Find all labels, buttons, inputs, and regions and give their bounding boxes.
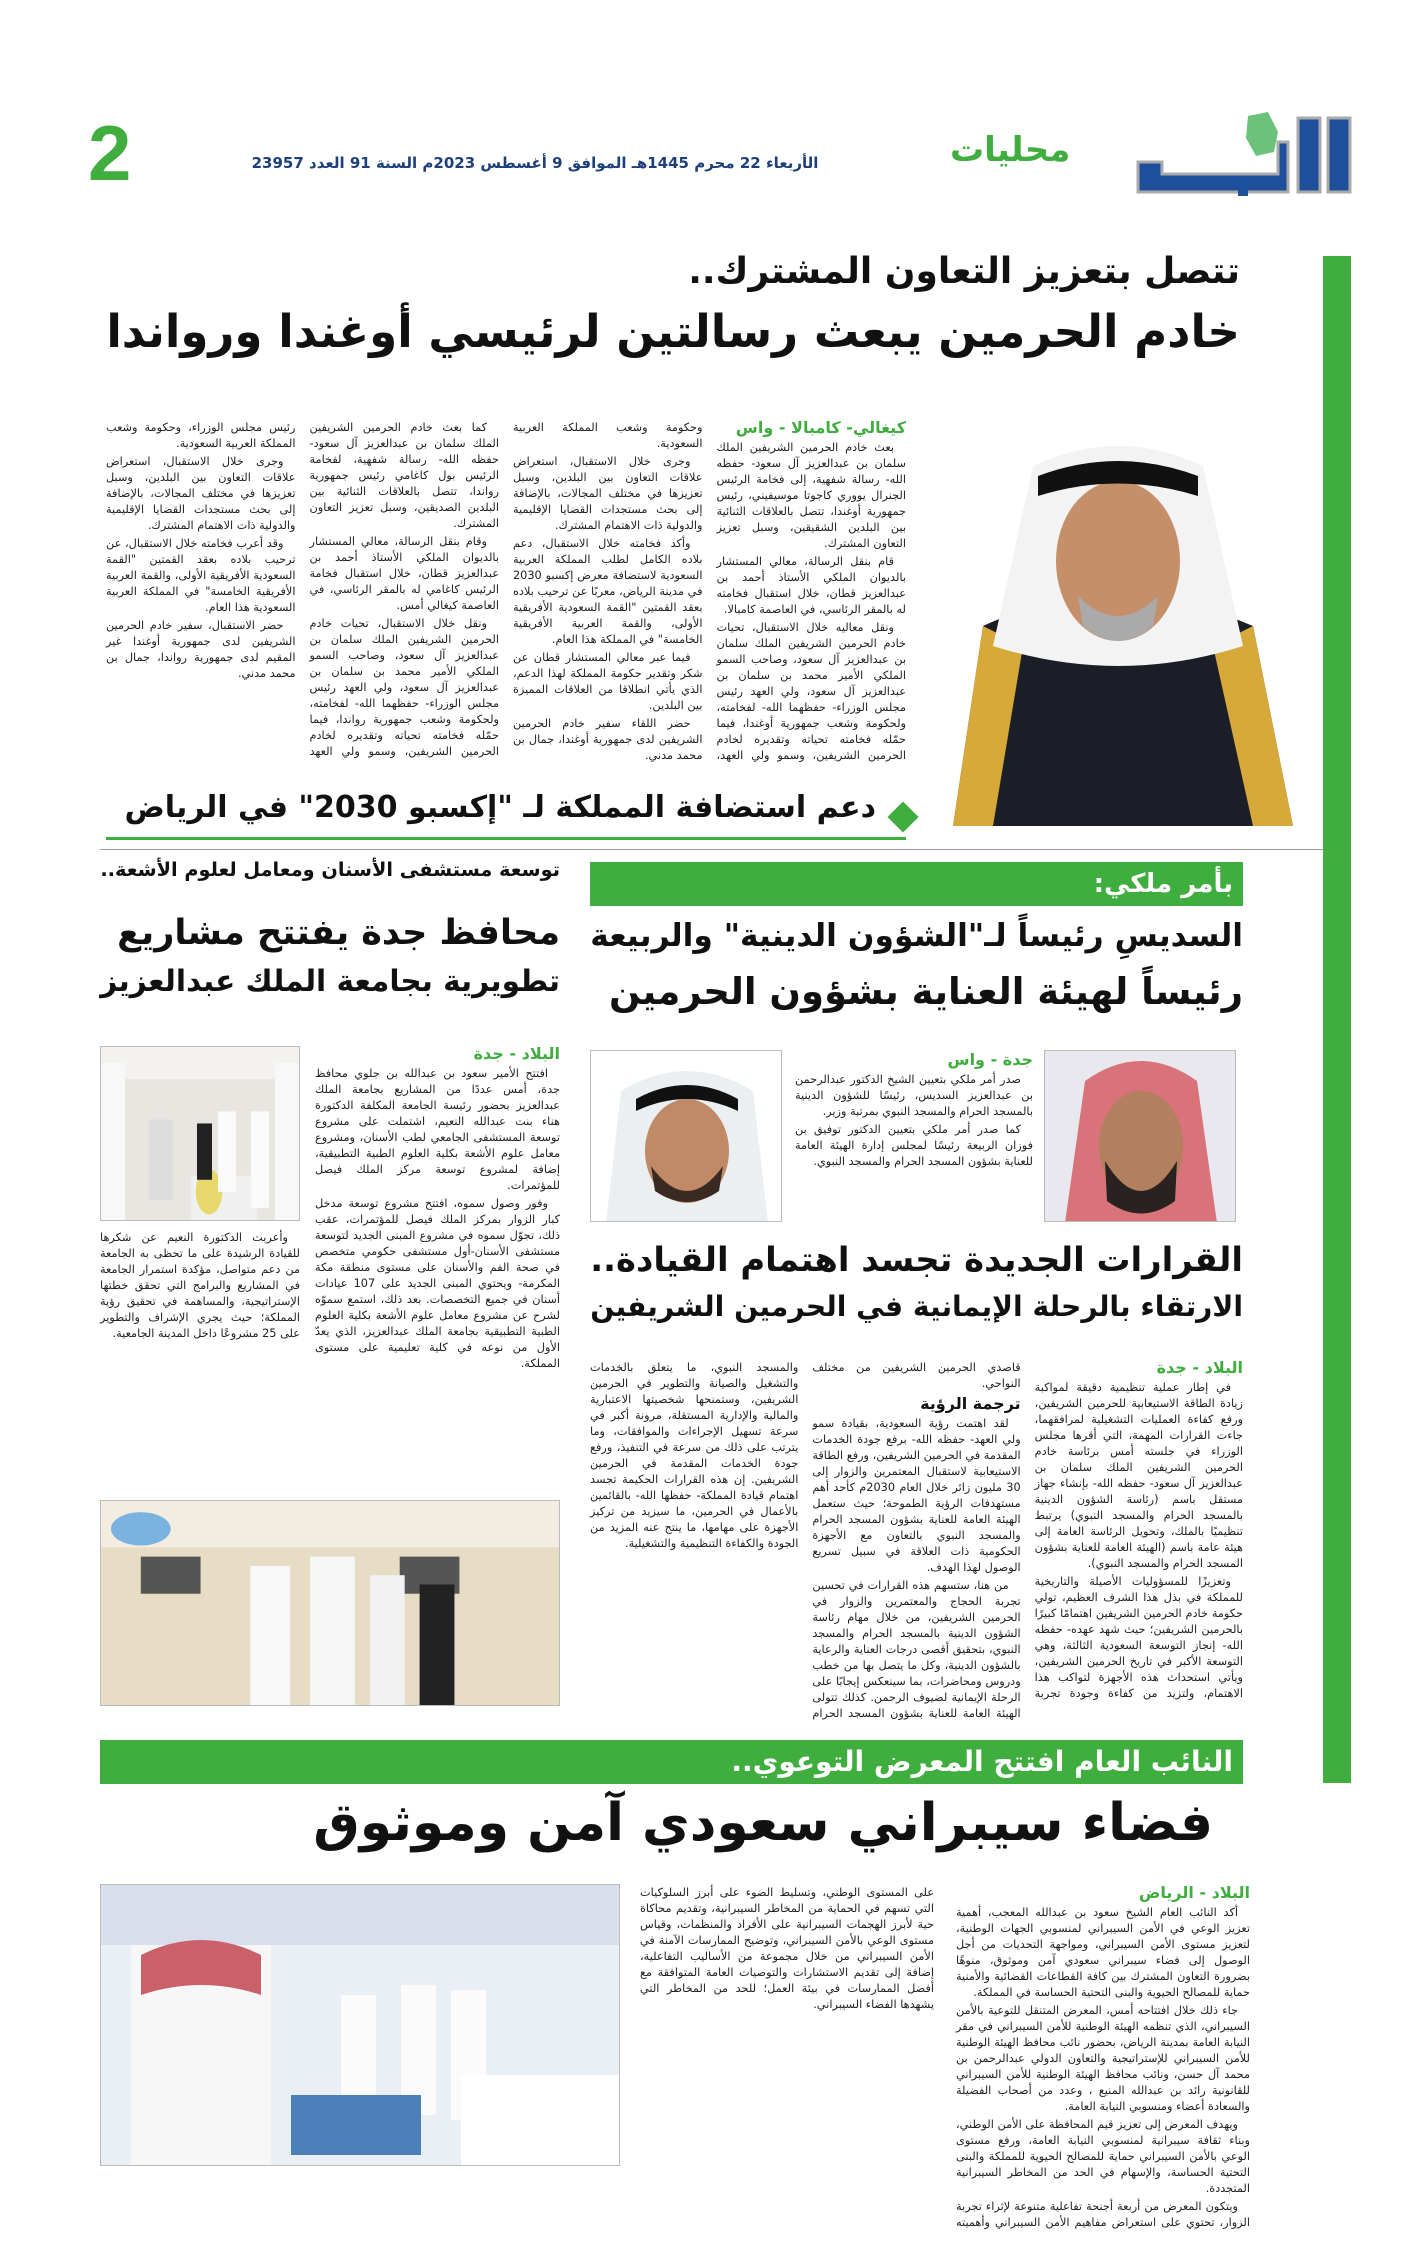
a4-paragraphs bbox=[100, 1230, 300, 1342]
a1-paragraph: وجرى خلال الاستقبال، استعراض علاقات التعاون بين البلدين، وسبل تعزيزها في مختلف المجالات، بالإضافة إلى بحث مستجدات القضايا الإقليمية والدولية ذات الاهتمام المشترك. bbox=[106, 455, 296, 532]
a1-paragraph: ونقل معاليه خلال الاستقبال، تحيات خادم الحرمين الشريفين الملك سلمان بن عبدالعزيز آل سعود، وصاحب السمو الملكي الأمير محمد بن سلمان بن عبدالعزيز آل سعود، ولي العهد رئيس مجلس الوزراء- حفظهما الله- لفخامته، ولحكومة وشعب جمهورية أوغندا، فيما حمّله فخامته تحياته وتقديره لخادم الحرمين الشريفين، وسمو ولي العهد، وحكومة وشعب المملكة العربية السعودية. bbox=[513, 421, 906, 762]
section-title: محليات bbox=[950, 130, 1071, 170]
a5-dateline: البلاد - الرياض bbox=[1138, 1883, 1250, 1902]
a1-kicker: تتصل بتعزيز التعاون المشترك.. bbox=[688, 251, 1240, 292]
a5-bar: النائب العام افتتح المعرض التوعوي.. bbox=[100, 1740, 1243, 1784]
newspaper-logo bbox=[1128, 112, 1363, 202]
a3-headline: الارتقاء بالرحلة الإيمانية في الحرمين الشريفين bbox=[590, 1290, 1243, 1323]
a2-headline-1: السديسِ رئيساً لـ"الشؤون الدينية" والربيعة bbox=[590, 918, 1243, 954]
a1-paragraph: حضر اللقاء سفير خادم الحرمين الشريفين لدى جمهورية أوغندا، جمال بن محمد مدني. bbox=[513, 717, 703, 762]
a2-paragraph: صدر أمر ملكي بتعيين الشيخ الدكتور عبدالرحمن بن عبدالعزيز السديس، رئيسًا للشؤون الدينية بالمسجد الحرام والمسجد النبوي بمرتبة وزير. bbox=[795, 1073, 1033, 1118]
alrabiah-photo bbox=[590, 1050, 782, 1222]
a4-headline-1: محافظ جدة يفتتح مشاريع bbox=[117, 913, 560, 953]
a4-body-left bbox=[100, 1230, 300, 1490]
a2-bar: بأمر ملكي: bbox=[590, 862, 1243, 906]
issue-date-line: الأربعاء 22 محرم 1445هـ الموافق 9 أغسطس 2023م السنة 91 العدد 23957 bbox=[251, 154, 819, 172]
dental-hospital-photo bbox=[100, 1046, 300, 1221]
a4-body-right bbox=[315, 1046, 560, 1491]
a3-paragraphs bbox=[590, 1360, 1021, 1730]
a1-paragraph: وقام بنقل الرسالة، معالي المستشار بالديوان الملكي الأستاذ أحمد بن عبدالعزيز قطان، خلال استقبال فخامة الرئيس كاغامي له بالمقر الرئاسي، في العاصمة كيغالي أمس. bbox=[309, 535, 499, 612]
a3-dateline: البلاد - جدة bbox=[1156, 1358, 1243, 1377]
a1-dateline: كيغالي- كامبالا - واس bbox=[735, 418, 906, 437]
a1-paragraph: كما بعث خادم الحرمين الشريفين الملك سلمان بن عبدالعزيز آل سعود- حفظه الله- رسالة شفهية، لفخامة الرئيس بول كاغامي رئيس جمهورية رواندا، تتصل بالعلاقات الثنائية بين البلدين الصديقين، وسبل تعزيز التعاون المشترك. bbox=[309, 421, 499, 530]
a1-paragraph: وقد أعرب فخامته خلال الاستقبال، عن ترحيب بلاده بعقد القمتين "القمة السعودية الأفريقية الأولى، والقمة العربية الأفريقية الخامسة" في المملكة العربية السعودية هذا العام. bbox=[106, 537, 296, 614]
a1-paragraph: قام بنقل الرسالة، معالي المستشار بالديوان الملكي الأستاذ أحمد بن عبدالعزيز قطان، خلال استقبال فخامته له بالمقر الرئاسي، في العاصمة كامبالا. bbox=[716, 555, 906, 616]
a2-headline-2: رئيساً لهيئة العناية بشؤون الحرمين bbox=[608, 970, 1243, 1013]
a1-pullquote-box bbox=[106, 790, 906, 840]
a2-body bbox=[795, 1052, 1033, 1227]
a1-paragraph: وأكد فخامته خلال الاستقبال، دعم بلاده الكامل لطلب المملكة العربية السعودية لاستضافة معرض إكسبو 2030 في مدينة الرياض، معربًا عن ترحيب بلاده بعقد القمتين "القمة السعودية الأفريقية الأولى، والقمة العربية الأفريقية الخامسة" في المملكة هذا العام. bbox=[513, 537, 703, 646]
a5-paragraph: أكد النائب العام الشيخ سعود بن عبدالله المعجب، أهمية تعزيز الوعي في الأمن السيبراني لمنسوبي الجهات الوطنية، لتعزيز مستوى الأمن السيبراني، ومواجهة التحديات من أجل الوصول إلى فضاء سيبراني سعودي آمن وموثوق، منوهًا بضرورة التعاون المشترك بين كافة القطاعات القضائية والأمنية حماية للمصالح الحيوية والبنى التحتية الحساسة في المملكة. bbox=[956, 1906, 1250, 1999]
a4-paragraph: وأعربت الدكتورة النعيم عن شكرها للقيادة الرشيدة على ما تحظى به الجامعة من دعم متواصل، مؤكدة استمرار الجامعة في المشاريع والبرامج التي تحقق خطتها الإستراتيجية، والمساهمة في تحقيق رؤية المملكة؛ حيث يجري الإشراف والتطوير على 25 مشروعًا داخل المدينة الجامعية. bbox=[100, 1231, 300, 1340]
divider bbox=[100, 849, 1323, 850]
a1-pullquote: دعم استضافة المملكة لـ "إكسبو 2030" في الرياض bbox=[124, 790, 876, 825]
a3-paragraph: لقد اهتمت رؤية السعودية، بقيادة سمو ولي العهد- حفظه الله- برفع جودة الخدمات المقدمة في الحرمين الشريفين، ورفع الطاقة الاستيعابية لاستقبال المعتمرين والزوار إلى 30 مليون زائر خلال العام 2030م كأحد أهم مستهدفات الرؤية الطموحة؛ حيث ستعمل الهيئة العامة للعناية بشؤون المسجد الحرام والمسجد النبوي بالتعاون مع الأجهزة الحكومية ذات العلاقة في سبيل تسريع الوصول لهذا الهدف. bbox=[812, 1417, 1021, 1574]
sudais-photo bbox=[1044, 1050, 1236, 1222]
a5-headline: فضاء سيبراني سعودي آمن وموثوق bbox=[313, 1793, 1213, 1853]
a1-paragraph: بعث خادم الحرمين الشريفين الملك سلمان بن عبدالعزيز آل سعود- حفظه الله- رسالة شفهية، إلى فخامة الرئيس الجنرال يووري كاجوتا موسيفيني، رئيس جمهورية أوغندا، تتصل بالعلاقات الثنائية بين البلدين الشقيقين، وسبل تعزيز التعاون المشترك. bbox=[716, 441, 906, 550]
king-salman-photo bbox=[913, 426, 1318, 826]
a1-paragraph: ونقل خلال الاستقبال، تحيات خادم الحرمين الشريفين الملك سلمان بن عبدالعزيز آل سعود، وصاحب السمو الملكي الأمير محمد بن سلمان بن عبدالعزيز آل سعود، ولي العهد رئيس مجلس الوزراء- حفظهما الله- لفخامته، ولحكومة وشعب جمهورية رواندا، فيما حمّله فخامته تحياته وتقديره لخادم الحرمين الشريفين، وسمو ولي العهد رئيس مجلس الوزراء، وحكومة وشعب المملكة العربية السعودية. bbox=[106, 421, 499, 758]
a4-paragraph: وفور وصول سموه، افتتح مشروع توسعة مدخل كبار الزوار بمركز الملك فيصل للمؤتمرات، عقب ذلك، تجوّل سموه في مشروع المبنى الجديد لتوسعة مستشفى الأسنان-أول مستشفى حكومي متخصص في صحة الفم والأسنان على مستوى منطقة مكة المكرمة- ويحتوي المبنى الجديد على 107 عيادات أسنان في جميع التخصصات. بعد ذلك، استمع سموّه لشرح عن مشروع معامل علوم الأشعة بكلية العلوم الطبية التطبيقية بجامعة الملك عبدالعزيز، الذي يعدّ الأول من نوعه في كلية تعليمية على مستوى المملكة. bbox=[315, 1197, 560, 1370]
a3-paragraph: في إطار عملية تنظيمية دقيقة لمواكبة زيادة الطاقة الاستيعابية للحرمين الشريفين، ورفع كفاءة العمليات التشغيلية لمرافقهما، جاءت القرارات المهمة، التي أقرها مجلس الوزراء في جلسته أمس برئاسة خادم الحرمين الشريفين الملك سلمان بن عبدالعزيز آل سعود- حفظه الله- بإنشاء جهاز مستقل باسم (رئاسة الشؤون الدينية بالمسجد الحرام والمسجد النبوي) يرتبط تنظيميًا بالملك، وتحويل الرئاسة العامة إلى هيئة عامة باسم (الهيئة العامة للعناية بشؤون المسجد الحرام والمسجد النبوي). bbox=[1034, 1381, 1243, 1570]
a1-paragraph: وجرى خلال الاستقبال، استعراض علاقات التعاون بين البلدين، وسبل تعزيزها في مختلف المجالات، بالإضافة إلى بحث مستجدات القضايا الإقليمية والدولية ذات الاهتمام المشترك. bbox=[513, 455, 703, 532]
a3-paragraph: من هنا، ستسهم هذه القرارات في تحسين تجربة الحجاج والمعتمرين والزوار في الحرمين الشريفين، من خلال مهام رئاسة الشؤون الدينية بالمسجد الحرام والمسجد النبوي، بتحقيق أقصى درجات العناية والرعاية بالشؤون الدينية، وكل ما يتصل بها من خطب ودروس ومحاضرات، بما سينعكس إيجابًا على الرحلة الإيمانية لضيوف الرحمن. كذلك تتولى الهيئة العامة للعناية بشؤون المسجد الحرام والمسجد النبوي، ما يتعلق بالخدمات والتشغيل والصيانة والتطوير في الحرمين الشريفين، وستمنحها شخصيتها الاعتبارية والمالية والإدارية المستقلة، مرونة أكبر في سرعة تسهيل الإجراءات والموافقات، وما يترتب على ذلك من سرعة في التنفيذ، ورفع جودة الخدمات المقدمة في الحرمين الشريفين. إن هذه القرارات الحكيمة تجسد اهتمام قيادة المملكة- حفظها الله- بالقائمين بالأعمال في الحرمين، ما سيزيد من تركيز الأجهزة على مهامها، ما ينتج عنه المزيد من الجودة والكفاءة التنظيمية والتشغيلية. bbox=[590, 1361, 1021, 1720]
cyber-exhibition-photo bbox=[100, 1884, 620, 2166]
a4-dateline: البلاد - جدة bbox=[473, 1044, 560, 1063]
a5-body bbox=[640, 1885, 1250, 2240]
a5-paragraph: ويتكون المعرض من أربعة أجنحة تفاعلية متنوعة لإثراء تجربة الزوار، تحتوي على استعراض مفاهيم الأمن السيبراني وأهميته على المستوى الوطني، وتسليط الضوء على أبرز السلوكيات التي تسهم في الحماية من المخاطر السيبرانية، وتقديم محاكاة حية لأبرز الهجمات السيبرانية على الأفراد والمنظمات، وقياس مستوى الوعي بالأمن السيبراني، وتوضيح الممارسات الآمنة في الأمن السيبراني من خلال مجموعة من الأساليب التفاعلية، إضافة إلى تقديم الاستشارات والتوصيات العامة المتوافقة مع أفضل الممارسات في بيئة العمل؛ للحد من المخاطر التي يشهدها الفضاء السيبراني. bbox=[640, 1886, 1250, 2229]
a1-paragraph: فيما عبر معالي المستشار قطان عن شكر وتقدير حكومة المملكة لهذا الدعم، الذي يأتي انطلاقا من العلاقات المميزة بين البلدين. bbox=[513, 651, 703, 712]
a2-paragraph: كما صدر أمر ملكي بتعيين الدكتور توفيق بن فوزان الربيعة رئيسًا لمجلس إدارة الهيئة العامة للعناية بشؤون المسجد الحرام والمسجد النبوي. bbox=[795, 1123, 1033, 1168]
page-number: 2 bbox=[88, 109, 132, 197]
a1-paragraph: حضر الاستقبال، سفير خادم الحرمين الشريفين لدى جمهورية أوغندا غير المقيم لدى جمهورية رواندا، جمال بن محمد مدني. bbox=[106, 619, 296, 680]
a5-paragraphs bbox=[640, 1885, 1250, 2240]
a4-kicker: توسعة مستشفى الأسنان ومعامل لعلوم الأشعة.. bbox=[100, 858, 560, 881]
a1-paragraphs bbox=[106, 420, 906, 785]
a1-headline: خادم الحرمين يبعث رسالتين لرئيسي أوغندا ورواندا bbox=[106, 305, 1240, 358]
a3-subhead: ترجمة الرؤية bbox=[920, 1394, 1021, 1413]
green-side-bar bbox=[1323, 256, 1351, 1783]
a4-paragraph: افتتح الأمير سعود بن عبدالله بن جلوي محافظ جدة، أمس عددًا من المشاريع بجامعة الملك عبدالعزيز بحضور رئيسة الجامعة المكلفة الدكتورة هناء بنت عبدالله النعيم، اشتملت على مشروع توسعة المستشفى الجامعي لطب الأسنان، ومشروع معامل علوم الأشعة بكلية العلوم الطبية التطبيقية، إضافة لمشروع توسعة مركز الملك فيصل للمؤتمرات. bbox=[315, 1067, 560, 1192]
a2-dateline: جدة - واس bbox=[947, 1050, 1033, 1069]
a4-paragraphs bbox=[315, 1066, 560, 1372]
dental-clinic-tour-photo bbox=[100, 1500, 560, 1706]
a5-paragraph: جاء ذلك خلال افتتاحه أمس، المعرض المتنقل للتوعية بالأمن السيبراني، الذي تنظمه الهيئة الوطنية للأمن السيبراني في مقر النيابة العامة بمدينة الرياض، بحضور نائب محافظ الهيئة الوطنية للأمن السيبراني للإستراتيجية والتعاون الدولي عبدالرحمن بن محمد آل حسن، ونائب محافظ الهيئة الوطنية للأمن السيبراني للقانونية رائد بن عبدالله المنيع ، وعدد من أصحاب الفضيلة والسعادة أعضاء ومنسوبي النيابة العامة. bbox=[956, 2004, 1250, 2113]
a3-body bbox=[590, 1360, 1243, 1730]
a2-paragraphs bbox=[795, 1072, 1033, 1170]
a3-kicker: القرارات الجديدة تجسد اهتمام القيادة.. bbox=[590, 1240, 1243, 1279]
a1-body bbox=[106, 420, 906, 785]
a5-paragraph: ويهدف المعرض إلى تعزيز قيم المحافظة على الأمن الوطني، وبناء ثقافة سيبرانية لمنسوبي النيابة العامة، ورفع مستوى الوعي بالأمن السيبراني حماية للمصالح الحيوية للمملكة والبنى التحتية الحساسة، والإسهام في الحد من المخاطر السيبرانية المتجددة. bbox=[956, 2118, 1250, 2195]
a3-paragraph: وتعزيزًا للمسؤوليات الأصيلة والتاريخية للمملكة في بذل هذا الشرف العظيم، تولي حكومة خادم الحرمين الشريفين اهتمامًا كبيرًا بالحرمين الشريفين؛ حيث شهد عهده- حفظه الله- إنجاز التوسعة السعودية الثالثة، وهي التوسعة الأكبر في تاريخ الحرمين الشريفين، ويأتي استحداث هذه الأجهزة لتواكب هذا الاهتمام، ولتزيد من كفاءة وجودة تجربة قاصدي الحرمين الشريفين من مختلف النواحي. bbox=[812, 1361, 1243, 1700]
a4-headline-2: تطويرية بجامعة الملك عبدالعزيز bbox=[100, 964, 560, 998]
